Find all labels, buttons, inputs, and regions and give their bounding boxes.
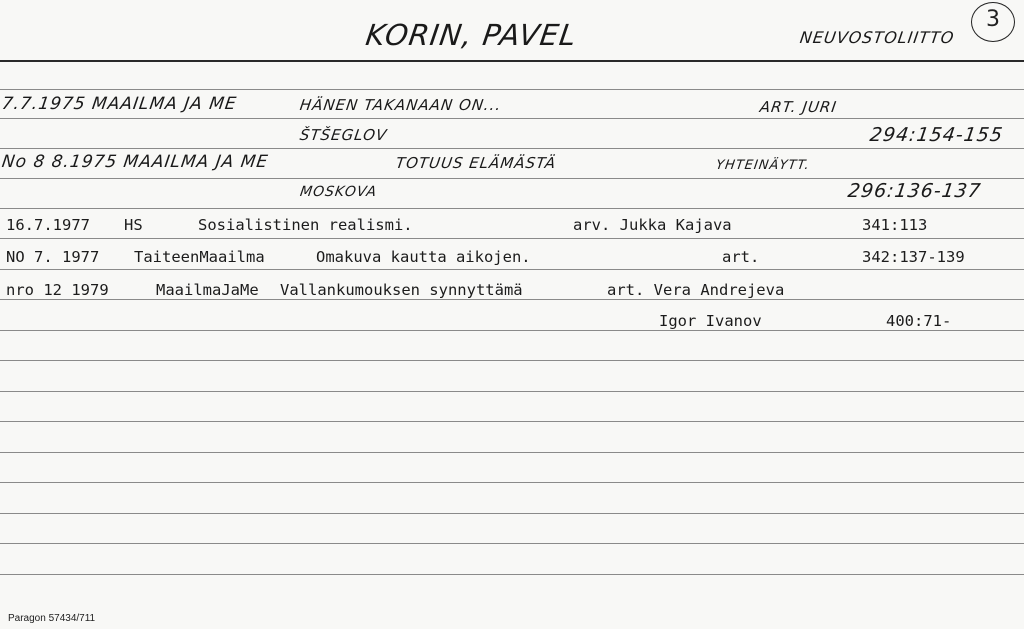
typed-entry-3-source: MaailmaJaMe — [156, 281, 259, 299]
hw-entry-1-issue: 7.7.1975 MAAILMA JA ME — [0, 94, 239, 114]
row-line — [0, 299, 1024, 300]
row-line — [0, 543, 1024, 544]
hw-entry-2-place: MOSKOVA — [298, 184, 379, 200]
typed-entry-2-ref: 342:137-139 — [862, 248, 965, 266]
typed-entry-3-author: art. Vera Andrejeva — [607, 281, 785, 299]
hw-entry-1-title: HÄNEN TAKANAAN ON... — [298, 96, 503, 114]
hw-entry-1-author: ŠTŠEGLOV — [298, 126, 389, 144]
header-divider — [0, 60, 1024, 62]
typed-entry-2-source: TaiteenMaailma — [134, 248, 265, 266]
row-line — [0, 148, 1024, 149]
row-line — [0, 238, 1024, 239]
hw-entry-1-author-label: ART. JURI — [758, 98, 839, 116]
card-number: 3 — [986, 7, 1000, 32]
row-line — [0, 391, 1024, 392]
typed-entry-1-ref: 341:113 — [862, 216, 928, 234]
card-title-name: KORIN, PAVEL — [363, 18, 580, 52]
row-line — [0, 208, 1024, 209]
typed-entry-1-date: 16.7.1977 — [6, 216, 90, 234]
row-line — [0, 269, 1024, 270]
typed-entry-2-date: NO 7. 1977 — [6, 248, 100, 266]
row-line — [0, 178, 1024, 179]
typed-entry-4-ref: 400:71- — [886, 312, 952, 330]
hw-entry-1-ref: 294:154-155 — [868, 124, 1005, 146]
row-line — [0, 330, 1024, 331]
row-line — [0, 452, 1024, 453]
typed-entry-1-title: Sosialistinen realismi. — [198, 216, 413, 234]
hw-entry-2-issue: No 8 8.1975 MAAILMA JA ME — [0, 152, 270, 172]
hw-entry-2-title: TOTUUS ELÄMÄSTÄ — [394, 154, 558, 172]
typed-entry-2-title: Omakuva kautta aikojen. — [316, 248, 531, 266]
typed-entry-4-author: Igor Ivanov — [659, 312, 762, 330]
row-line — [0, 513, 1024, 514]
card-country: NEUVOSTOLIITTO — [798, 28, 956, 47]
typed-entry-2-author: art. — [722, 248, 760, 266]
row-line — [0, 421, 1024, 422]
hw-entry-2-ref: 296:136-137 — [846, 180, 983, 202]
hw-entry-2-note: YHTEINÄYTT. — [714, 158, 811, 173]
typed-entry-3-date: nro 12 1979 — [6, 281, 109, 299]
card-footer: Paragon 57434/711 — [8, 613, 96, 624]
card-number-badge — [971, 2, 1015, 42]
typed-entry-1-source: HS — [124, 216, 143, 234]
row-line — [0, 574, 1024, 575]
row-line — [0, 482, 1024, 483]
row-line — [0, 89, 1024, 90]
row-line — [0, 360, 1024, 361]
typed-entry-1-author: arv. Jukka Kajava — [573, 216, 732, 234]
row-line — [0, 118, 1024, 119]
typed-entry-3-title: Vallankumouksen synnyttämä — [280, 281, 523, 299]
